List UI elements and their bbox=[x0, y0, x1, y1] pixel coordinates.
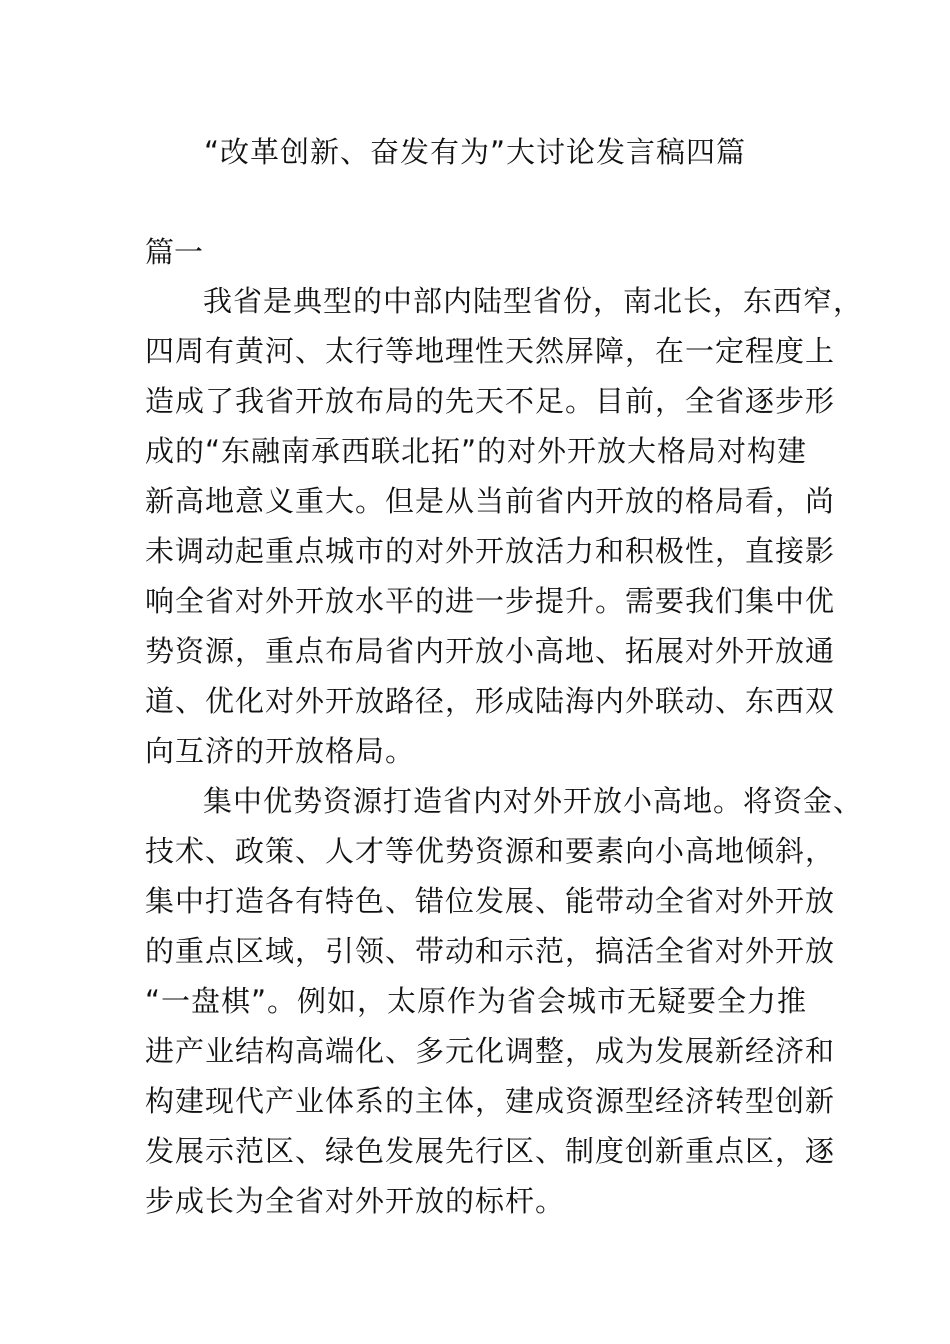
paragraph-line: 步成长为全省对外开放的标杆。 bbox=[145, 1184, 566, 1218]
paragraph-line: 四周有黄河、太行等地理性天然屏障，在一定程度上 bbox=[145, 334, 836, 368]
paragraph-line: “一盘棋”。例如，太原作为省会城市无疑要全力推 bbox=[145, 984, 808, 1018]
paragraph-line: 的重点区域，引领、带动和示范，搞活全省对外开放 bbox=[145, 934, 836, 968]
paragraph-line: 集中优势资源打造省内对外开放小高地。将资金、 bbox=[203, 784, 864, 818]
document-title: “改革创新、奋发有为”大讨论发言稿四篇 bbox=[203, 135, 747, 169]
paragraph-line: 造成了我省开放布局的先天不足。目前，全省逐步形 bbox=[145, 384, 836, 418]
paragraph-line: 新高地意义重大。但是从当前省内开放的格局看，尚 bbox=[145, 484, 836, 518]
paragraph-line: 集中打造各有特色、错位发展、能带动全省对外开放 bbox=[145, 884, 836, 918]
paragraph-line: 我省是典型的中部内陆型省份，南北长，东西窄， bbox=[203, 284, 864, 318]
paragraph-line: 道、优化对外开放路径，形成陆海内外联动、东西双 bbox=[145, 684, 836, 718]
paragraph-1 bbox=[145, 276, 864, 776]
paragraph-line: 技术、政策、人才等优势资源和要素向小高地倾斜， bbox=[145, 834, 836, 868]
paragraph-line: 响全省对外开放水平的进一步提升。需要我们集中优 bbox=[145, 584, 836, 618]
paragraph-line: 势资源，重点布局省内开放小高地、拓展对外开放通 bbox=[145, 634, 836, 668]
paragraph-line: 向互济的开放格局。 bbox=[145, 734, 416, 768]
section-heading: 篇一 bbox=[145, 235, 204, 269]
paragraph-line: 构建现代产业体系的主体，建成资源型经济转型创新 bbox=[145, 1084, 836, 1118]
paragraph-line: 进产业结构高端化、多元化调整，成为发展新经济和 bbox=[145, 1034, 836, 1068]
paragraph-2 bbox=[145, 776, 864, 1226]
paragraph-line: 成的“东融南承西联北拓”的对外开放大格局对构建 bbox=[145, 434, 808, 468]
paragraph-line: 未调动起重点城市的对外开放活力和积极性，直接影 bbox=[145, 534, 836, 568]
paragraph-line: 发展示范区、绿色发展先行区、制度创新重点区，逐 bbox=[145, 1134, 836, 1168]
